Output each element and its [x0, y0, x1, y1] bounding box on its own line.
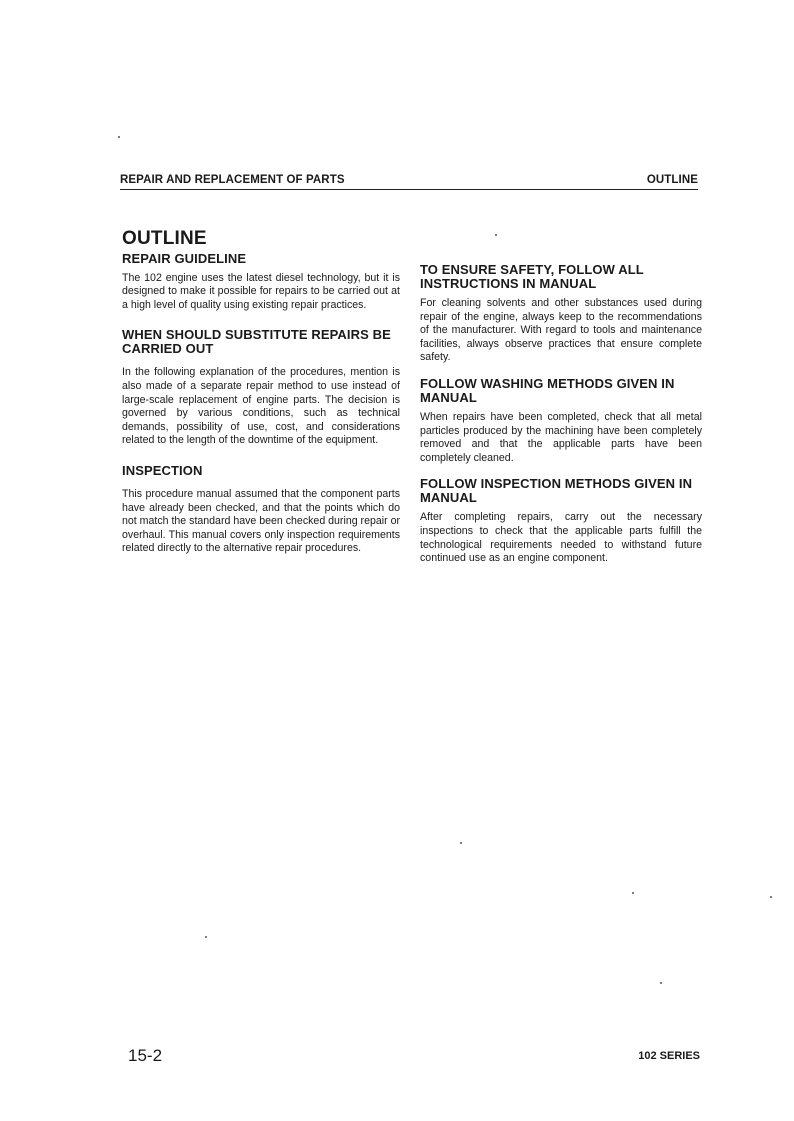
scan-speck [205, 936, 207, 938]
page-title: OUTLINE [122, 228, 207, 249]
section-heading-inspection: INSPECTION [122, 462, 203, 478]
header-section-title: REPAIR AND REPLACEMENT OF PARTS [120, 174, 345, 186]
page-header [120, 174, 698, 190]
section-body-inspection-methods: After completing repairs, carry out the necessary inspections to check that the applicable parts fulfill the technological requirements needed to withstand future continued use as an engine component. [420, 511, 702, 565]
section-body-repair-guideline: The 102 engine uses the latest diesel technology, but it is designed to make it possible for repairs to be carried out at a high level of quality using existing repair practices. [122, 271, 400, 311]
section-body-washing: When repairs have been completed, check that all metal particles produced by the machining have been completely removed and that the applicable parts have been completely cleaned. [420, 410, 702, 464]
section-heading-repair-guideline: REPAIR GUIDELINE [122, 250, 247, 266]
scan-speck [632, 892, 634, 894]
section-heading-washing: FOLLOW WASHING METHODS GIVEN IN MANUAL [420, 375, 675, 405]
section-heading-inspection-methods: FOLLOW INSPECTION METHODS GIVEN IN MANUAL [420, 476, 693, 506]
scan-speck [660, 982, 662, 984]
left-column [122, 228, 400, 568]
section-heading-substitute-repairs: WHEN SHOULD SUBSTITUTE REPAIRS BE CARRIED OUT [122, 327, 391, 357]
scan-speck [118, 136, 120, 138]
scan-speck [495, 234, 497, 236]
section-body-inspection: This procedure manual assumed that the component parts have already been checked, and that the points which do not match the standard have been checked during repair or overhaul. This manual covers only inspection requirements related directly to the alternative repair procedures. [122, 487, 400, 555]
section-body-safety: For cleaning solvents and other substances used during repair of the engine, always keep to the recommendations of the manufacturer. With regard to tools and maintenance facilities, always observe practices that ensure complete safety. [420, 297, 702, 364]
page-number: 15-2 [128, 1046, 163, 1065]
scan-speck [460, 842, 462, 844]
scan-speck [770, 896, 772, 898]
header-chapter-title: OUTLINE [646, 174, 698, 186]
section-heading-safety: TO ENSURE SAFETY, FOLLOW ALL INSTRUCTIONS IN MANUAL [420, 262, 644, 291]
right-column [420, 263, 702, 578]
series-label: 102 SERIES [638, 1050, 700, 1062]
section-body-substitute-repairs: In the following explanation of the procedures, mention is also made of a separate repair method to use instead of large-scale replacement of engine parts. The decision is governed by various conditions, such as technical demands, possibility of use, cost, and considerations related to the length of the downtime of the equipment. [122, 366, 400, 447]
